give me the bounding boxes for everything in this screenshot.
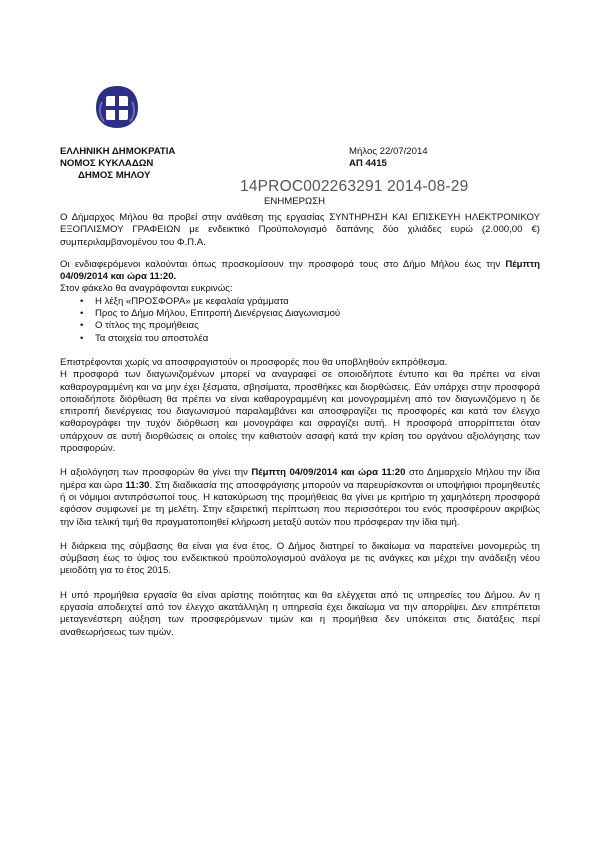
paragraph-late-offers: Επιστρέφονται χωρίς να αποσφραγιστούν οι προσφορές που θα υποβληθούν εκπρόθεσμα. [60,356,448,368]
document-body [60,212,540,639]
paragraph-intro: Ο Δήμαρχος Μήλου θα προβεί στην ανάθεση της εργασίας ΣΥΝΤΗΡΗΣΗ ΚΑΙ ΕΠΙΣΚΕΥΗ ΗΛΕΚΤΡΟΝΙΚΟΥ ΕΞΟΠΛΙΣΜΟΥ ΓΡΑΦΕΙΩΝ με ενδεικτικό Προϋπολογισμό δαπάνης δύο χιλιάδες ευρώ (2.000,00 €) συμπεριλαμβανομένου του Φ.Π.Α. [60,212,540,248]
paragraph-evaluation: Η αξιολόγηση των προσφορών θα γίνει την Πέμπτη 04/09/2014 και ώρα 11:20 στο Δημαρχείο Μήλου την ίδια ημέρα και ώρα 11:30. Στη διαδικασία της αποσφράγισης μπορούν να παρευρίσκονται οι υποψήφιοι προμηθευτές ή οι νόμιμοι αντιπρόσωποί τους. Η κατακύρωση της προμήθειας θα γίνει με κριτήριο τη χαμηλότερη προσφορά εφόσον συμφωνεί με τη μελέτη. Στην εξαιρετική περίπτωση που περισσότεροι του ενός προσφέρουν ακριβώς την ίδια τελική τιμή θα πραγματοποιηθεί κλήρωση μεταξύ αυτών που πρόσφεραν την ίδια τιμή. [60,467,541,528]
registry-stamp: 14PROC002263291 2014-08-29 [240,178,469,195]
protocol-number: ΑΠ 4415 [349,158,387,170]
envelope-instructions: Στον φάκελο θα αναγράφονται ευκρινώς: [60,283,233,295]
paragraph-quality: Η υπό προμήθεια εργασία θα είναι αρίστης ποιότητας και θα ελέγχεται από τις υπηρεσίες του Δήμου. Αν η εργασία αποδειχτεί από τον έλεγχο ακατάλληλη η υπηρεσία έχει δικαίωμα να την απορρίψει. Δεν επιτρέπεται μεταγενέστερη αύξηση των προσφερόμενων τιμών και η προμήθεια δεν υπόκειται στις διατάξεις περί αναθεωρήσεως των τιμών. [60,589,540,638]
place-date: Μήλος 22/07/2014 [349,146,428,157]
list-item: • Η λέξη «ΠΡΟΣΦΟΡΑ» με κεφαλαία γράμματα [60,296,540,308]
deadline-bold: Πέμπτη 04/09/2014 και ώρα 11:20. [60,258,540,283]
issuer-prefecture: ΝΟΜΟΣ ΚΥΚΛΑΔΩΝ [60,158,154,170]
paragraph-offer-format: Η προσφορά των διαγωνιζομένων μπορεί να αναγραφεί σε οποιοδήποτε έντυπο και θα πρέπει να είναι καθαρογραμμένη και να μην έχει ξέσματα, σβησίματα, προσθήκες και διορθώσεις. Εάν υπάρχει στην προσφορά οποιαδήποτε διόρθωση θα πρέπει να είναι καθαρογραμμένη και μονογραμμένη από τον διαγωνιζόμενο η δε επιτροπή διενέργειας του διαγωνισμού παραλαμβάνει και αποσφραγίζει τις προσφορές και κατά τον έλεγχο καθαρογράφει την τυχόν διόρθωση και μονογράφει και σφραγίζει αυτή. Η προσφορά απορρίπτεται όταν υπάρχουν σε αυτή διορθώσεις οι οποίες την καθιστούν ασαφή κατά την κρίση του οργάνου αξιολόγησης των προσφορών. [60,369,540,455]
date-protocol-block [349,146,428,170]
issuer-municipality: ΔΗΜΟΣ ΜΗΛΟΥ [78,170,151,182]
list-item: • Ο τίτλος της προμήθειας [60,320,540,332]
paragraph-duration: Η διάρκεια της σύμβασης θα είναι για ένα έτος. Ο Δήμος διατηρεί το δικαίωμα να παρατείνει μονομερώς τη σύμβαση έως το ύψος του ενδεικτικού προϋπολογισμού ανάλογα με τις ανάγκες και μέχρι την ανάδειξη νέου μειοδότη για το έτος 2015. [60,540,540,577]
list-item: • Προς το Δήμο Μήλου, Επιτροπή Διενέργειας Διαγωνισμού [60,308,540,320]
document-title: ΕΝΗΜΕΡΩΣΗ [264,196,326,207]
paragraph-submission: Οι ενδιαφερόμενοι καλούνται όπως προσκομίσουν την προσφορά τους στο Δήμο Μήλου έως την Πέμπτη 04/09/2014 και ώρα 11:20. [60,258,540,283]
list-item: • Τα στοιχεία του αποστολέα [60,333,540,345]
envelope-list [60,296,540,345]
greek-coat-of-arms-icon [92,82,142,132]
issuer-block [60,146,175,183]
issuer-country: ΕΛΛΗΝΙΚΗ ΔΗΜΟΚΡΑΤΙΑ [60,146,176,157]
